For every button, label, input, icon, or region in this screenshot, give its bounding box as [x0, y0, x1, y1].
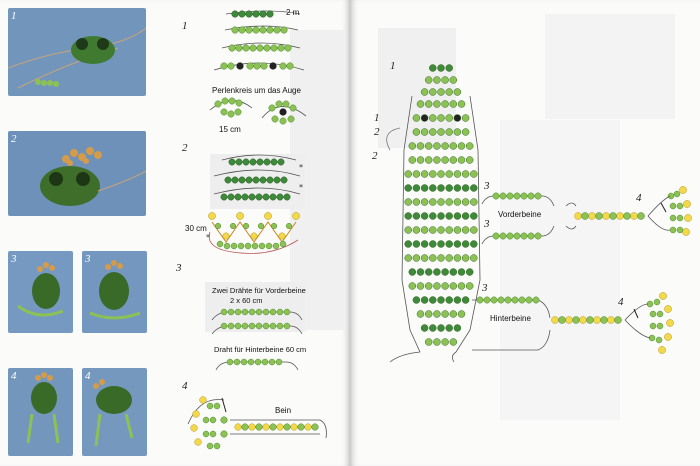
body-bead	[458, 101, 465, 108]
body-bead	[429, 227, 436, 234]
front-foot	[566, 186, 692, 235]
body-bead	[421, 213, 428, 220]
body-bead	[429, 129, 436, 136]
body-bead	[458, 311, 465, 318]
body-bead	[446, 115, 453, 122]
body-bead	[446, 255, 453, 262]
body-bead	[433, 283, 440, 290]
body-bead	[429, 255, 436, 262]
body-bead	[425, 101, 432, 108]
body-bead	[446, 171, 453, 178]
body-bead	[413, 297, 420, 304]
body-bead	[458, 157, 465, 164]
body-bead	[425, 143, 432, 150]
body-bead	[446, 185, 453, 192]
body-bead	[438, 115, 445, 122]
body-bead	[446, 213, 453, 220]
body-bead	[405, 185, 412, 192]
body-bead	[462, 213, 469, 220]
front-legs-label: Vorderbeine	[498, 210, 542, 219]
svg-text:*: *	[299, 163, 303, 172]
body-bead	[413, 171, 420, 178]
body-bead	[421, 255, 428, 262]
body-bead	[417, 101, 424, 108]
body-bead	[450, 143, 457, 150]
body-bead	[470, 255, 477, 262]
step-number: 4	[182, 380, 188, 392]
body-bead	[425, 157, 432, 164]
body-bead	[446, 89, 453, 96]
body-bead	[433, 339, 440, 346]
body-bead	[429, 297, 436, 304]
wire-length-label: 2 m	[286, 8, 300, 17]
body-bead	[413, 199, 420, 206]
body-bead	[442, 339, 449, 346]
body-bead	[454, 115, 461, 122]
eye-ring-diagram	[210, 98, 306, 124]
body-bead	[454, 171, 461, 178]
body-bead	[466, 143, 473, 150]
eye-circle-label: Perlenkreis um das Auge	[212, 86, 301, 95]
photo-number: 2	[11, 133, 17, 145]
body-bead	[417, 143, 424, 150]
body-bead	[450, 157, 457, 164]
body-bead	[462, 255, 469, 262]
front-leg-lower	[482, 226, 554, 244]
body-bead	[429, 65, 436, 72]
step-number: 1	[390, 60, 396, 72]
body-bead	[409, 143, 416, 150]
body-bead	[470, 213, 477, 220]
body-bead	[454, 89, 461, 96]
body-bead	[442, 101, 449, 108]
body-bead	[421, 297, 428, 304]
hind-leg	[472, 292, 674, 353]
body-bead	[413, 227, 420, 234]
body-bead	[421, 185, 428, 192]
body-bead	[409, 157, 416, 164]
front-leg-upper	[482, 193, 554, 206]
body-bead	[425, 77, 432, 84]
body-bead	[425, 339, 432, 346]
body-bead	[429, 115, 436, 122]
body-bead	[442, 311, 449, 318]
body-bead	[438, 185, 445, 192]
body-bead	[405, 171, 412, 178]
body-bead	[454, 185, 461, 192]
body-bead	[429, 241, 436, 248]
front-legs-size: 2 x 60 cm	[230, 296, 263, 305]
body-bead	[458, 283, 465, 290]
body-bead	[433, 143, 440, 150]
body-bead	[429, 213, 436, 220]
body-bead	[454, 199, 461, 206]
step-number: 1	[182, 20, 188, 32]
body-bead	[413, 129, 420, 136]
body-bead	[433, 269, 440, 276]
body-bead	[417, 283, 424, 290]
body-bead	[405, 255, 412, 262]
photo-number: 3	[11, 253, 17, 265]
body-bead	[433, 157, 440, 164]
body-bead	[470, 171, 477, 178]
body-bead	[438, 227, 445, 234]
body-bead	[413, 185, 420, 192]
body-bead	[462, 241, 469, 248]
body-bead	[450, 269, 457, 276]
body-bead	[462, 115, 469, 122]
body-bead	[446, 241, 453, 248]
right-page	[350, 0, 700, 466]
body-bead	[438, 241, 445, 248]
frog-body	[387, 65, 480, 363]
photo-number: 1	[11, 10, 17, 22]
step-number: 3	[176, 262, 182, 274]
body-bead	[421, 325, 428, 332]
step-number: 2	[372, 150, 378, 162]
body-bead	[442, 269, 449, 276]
crown-wire-label: 30 cm	[185, 224, 207, 233]
step-number: 4	[636, 192, 642, 204]
body-bead	[442, 157, 449, 164]
step-number: 1	[374, 112, 380, 124]
body-bead	[425, 283, 432, 290]
body-bead	[433, 101, 440, 108]
body-bead	[438, 89, 445, 96]
svg-text:*: *	[206, 233, 210, 242]
body-bead	[433, 311, 440, 318]
body-bead	[450, 339, 457, 346]
body-bead	[421, 129, 428, 136]
body-bead	[454, 241, 461, 248]
body-bead	[450, 101, 457, 108]
body-bead	[409, 283, 416, 290]
body-bead	[458, 269, 465, 276]
step-number: 3	[484, 180, 490, 192]
body-bead	[446, 65, 453, 72]
photo-number: 4	[85, 370, 91, 382]
svg-text:*: *	[299, 183, 303, 192]
photo-number: 4	[11, 370, 17, 382]
body-bead	[405, 241, 412, 248]
step-number: 3	[484, 218, 490, 230]
body-bead	[454, 213, 461, 220]
body-bead	[413, 255, 420, 262]
body-bead	[425, 311, 432, 318]
body-bead	[429, 185, 436, 192]
body-bead	[438, 129, 445, 136]
body-bead	[421, 241, 428, 248]
body-bead	[417, 311, 424, 318]
eye-wire-label: 15 cm	[219, 125, 241, 134]
hind-legs-label: Hinterbeine	[490, 314, 531, 323]
body-bead	[454, 255, 461, 262]
body-bead	[429, 171, 436, 178]
body-bead	[446, 227, 453, 234]
body-bead	[454, 129, 461, 136]
body-bead	[462, 129, 469, 136]
step-number: 2	[182, 142, 188, 154]
body-bead	[462, 227, 469, 234]
body-bead	[438, 325, 445, 332]
body-bead	[438, 65, 445, 72]
body-bead	[442, 143, 449, 150]
body-bead	[462, 171, 469, 178]
step-number: 2	[374, 126, 380, 138]
body-bead	[454, 297, 461, 304]
body-bead	[413, 115, 420, 122]
body-bead	[446, 297, 453, 304]
body-bead	[454, 227, 461, 234]
body-bead	[470, 199, 477, 206]
leg-label: Bein	[275, 406, 292, 415]
front-legs-title: Zwei Drähte für Vorderbeine	[212, 286, 306, 295]
body-bead	[417, 269, 424, 276]
body-bead	[466, 283, 473, 290]
step-number: 4	[618, 296, 624, 308]
body-bead	[466, 157, 473, 164]
crown-diagram	[206, 154, 305, 254]
body-bead	[470, 185, 477, 192]
frog-body-diagram	[350, 0, 700, 466]
body-bead	[462, 185, 469, 192]
body-bead	[442, 283, 449, 290]
body-bead	[433, 77, 440, 84]
body-bead	[421, 89, 428, 96]
body-bead	[413, 241, 420, 248]
body-bead	[438, 171, 445, 178]
body-bead	[425, 269, 432, 276]
body-bead	[470, 241, 477, 248]
body-bead	[405, 199, 412, 206]
body-bead	[413, 213, 420, 220]
body-bead	[409, 269, 416, 276]
body-bead	[470, 227, 477, 234]
body-bead	[462, 297, 469, 304]
leg-diagram	[188, 397, 326, 449]
body-bead	[405, 213, 412, 220]
body-bead	[421, 171, 428, 178]
hind-legs-wire-label: Draht für Hinterbeine 60 cm	[214, 345, 307, 354]
photo-number: 3	[85, 253, 91, 265]
body-bead	[458, 143, 465, 150]
body-bead	[442, 77, 449, 84]
body-bead	[438, 297, 445, 304]
body-bead	[421, 227, 428, 234]
body-bead	[421, 199, 428, 206]
body-bead	[429, 325, 436, 332]
body-bead	[421, 115, 428, 122]
body-bead	[462, 199, 469, 206]
body-bead	[454, 325, 461, 332]
body-bead	[450, 283, 457, 290]
body-bead	[450, 77, 457, 84]
body-bead	[429, 89, 436, 96]
body-bead	[450, 311, 457, 318]
body-bead	[446, 129, 453, 136]
head-bead-rows	[214, 11, 304, 70]
body-bead	[438, 255, 445, 262]
body-bead	[438, 213, 445, 220]
body-bead	[446, 325, 453, 332]
body-bead	[417, 157, 424, 164]
body-bead	[429, 199, 436, 206]
step-number: 3	[482, 282, 488, 294]
body-bead	[466, 269, 473, 276]
body-bead	[438, 199, 445, 206]
body-bead	[405, 227, 412, 234]
body-bead	[446, 199, 453, 206]
